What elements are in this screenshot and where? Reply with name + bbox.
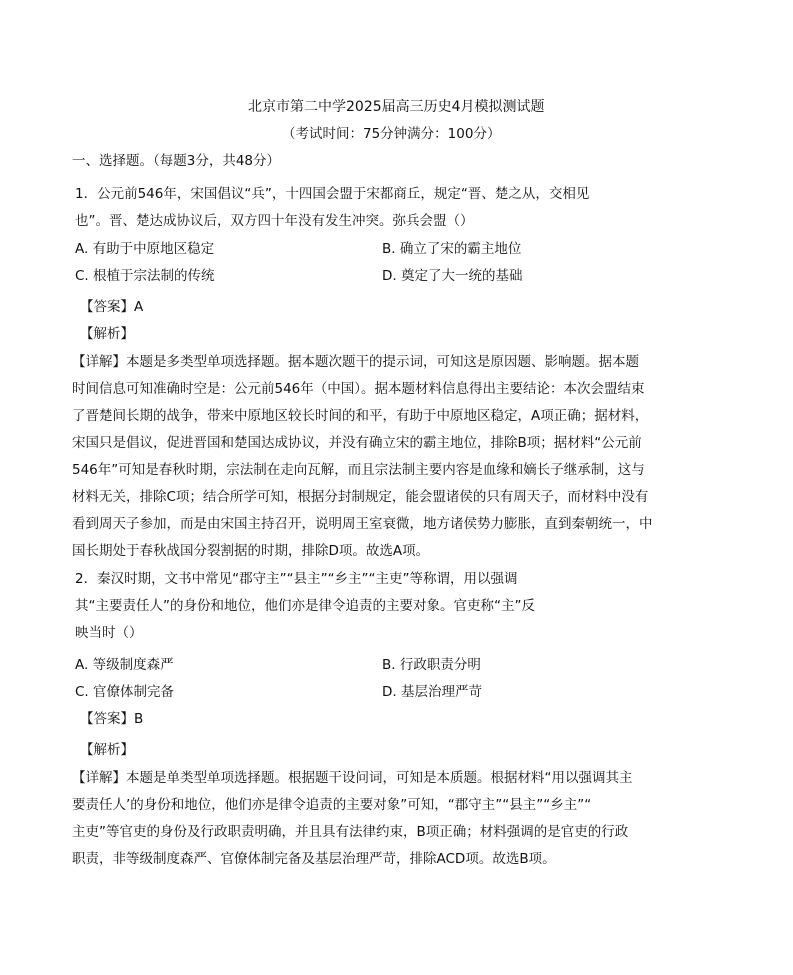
q1-option-d: D. 奠定了大一统的基础 xyxy=(382,268,523,284)
q1-detail-line: 材料无关，排除C项；结合所学可知，根据分封制规定，能会盟诸侯的只有周天子，而材料中没有 xyxy=(72,489,649,505)
section-heading: 一、选择题。（每题3分，共48分） xyxy=(72,153,281,169)
q1-analysis-label: 【解析】 xyxy=(80,326,134,342)
q2-option-c: C. 官僚体制完备 xyxy=(75,684,175,700)
q1-option-b: B. 确立了宋的霸主地位 xyxy=(382,241,522,257)
q1-detail-line: 了晋楚间长期的战争，带来中原地区较长时间的和平，有助于中原地区稳定，A项正确；据材料， xyxy=(72,408,649,424)
q1-detail-line: 国长期处于春秋战国分裂割据的时期，排除D项。故选A项。 xyxy=(72,543,430,559)
q2-option-b: B. 行政职责分明 xyxy=(382,657,481,673)
q2-analysis-label: 【解析】 xyxy=(80,742,134,758)
q2-option-d: D. 基层治理严苛 xyxy=(382,684,482,700)
q1-detail-line: 看到周天子参加，而是由宋国主持召开，说明周王室衰微，地方诸侯势力膨胀，直到秦朝统一，中 xyxy=(72,516,653,532)
q2-stem-line-2: 其“主要责任人”的身份和地位，他们亦是律令追责的主要对象。官吏称“主”反 xyxy=(75,598,535,614)
q1-stem-line-1: 1．公元前546年，宋国倡议“兵”，十四国会盟于宋都商丘，规定“晋、楚之从，交相见 xyxy=(75,186,590,202)
q2-stem-line-3: 映当时（） xyxy=(75,625,143,641)
q1-detail-line: 546年”可知是春秋时期，宗法制在走向瓦解，而且宗法制主要内容是血缘和嫡长子继承制，这与 xyxy=(72,462,645,478)
q2-answer: 【答案】B xyxy=(80,711,144,727)
q1-answer: 【答案】A xyxy=(80,299,144,315)
q1-option-a: A. 有助于中原地区稳定 xyxy=(75,241,215,257)
q1-detail-line: 时间信息可知准确时空是：公元前546年（中国）。据本题材料信息得出主要结论：本次会盟结束 xyxy=(72,381,645,397)
q2-detail-line: 职责，非等级制度森严、官僚体制完备及基层治理严苛，排除ACD项。故选B项。 xyxy=(72,851,556,867)
q1-detail-line: 宋国只是倡议，促进晋国和楚国达成协议，并没有确立宋的霸主地位，排除B项；据材料“公元前 xyxy=(72,435,642,451)
exam-info-subtitle: （考试时间：75分钟满分：100分） xyxy=(282,126,501,142)
q2-detail-line: 【详解】本题是单类型单项选择题。根据题干设问词，可知是本质题。根据材料“用以强调其主 xyxy=(72,770,633,786)
q2-option-a: A. 等级制度森严 xyxy=(75,657,174,673)
q1-stem-line-2: 也”。晋、楚达成协议后，双方四十年没有发生冲突。弥兵会盟（） xyxy=(75,213,474,229)
q1-option-c: C. 根植于宗法制的传统 xyxy=(75,268,215,284)
q2-stem-line-1: 2．秦汉时期，文书中常见“郡守主”“县主”“乡主”“主吏”等称谓，用以强调 xyxy=(75,571,518,587)
page-title: 北京市第二中学2025届高三历史4月模拟测试题 xyxy=(248,99,545,115)
q2-detail-line: 要责任人’的身份和地位，他们亦是律令追责的主要对象”可知，“郡守主”“县主”“乡主”“ xyxy=(72,797,592,813)
q2-detail-line: 主吏”等官吏的身份及行政职责明确，并且具有法律约束，B项正确；材料强调的是官吏的行政 xyxy=(72,824,629,840)
q1-detail-line: 【详解】本题是多类型单项选择题。据本题次题干的提示词，可知这是原因题、影响题。据本题 xyxy=(72,354,639,370)
